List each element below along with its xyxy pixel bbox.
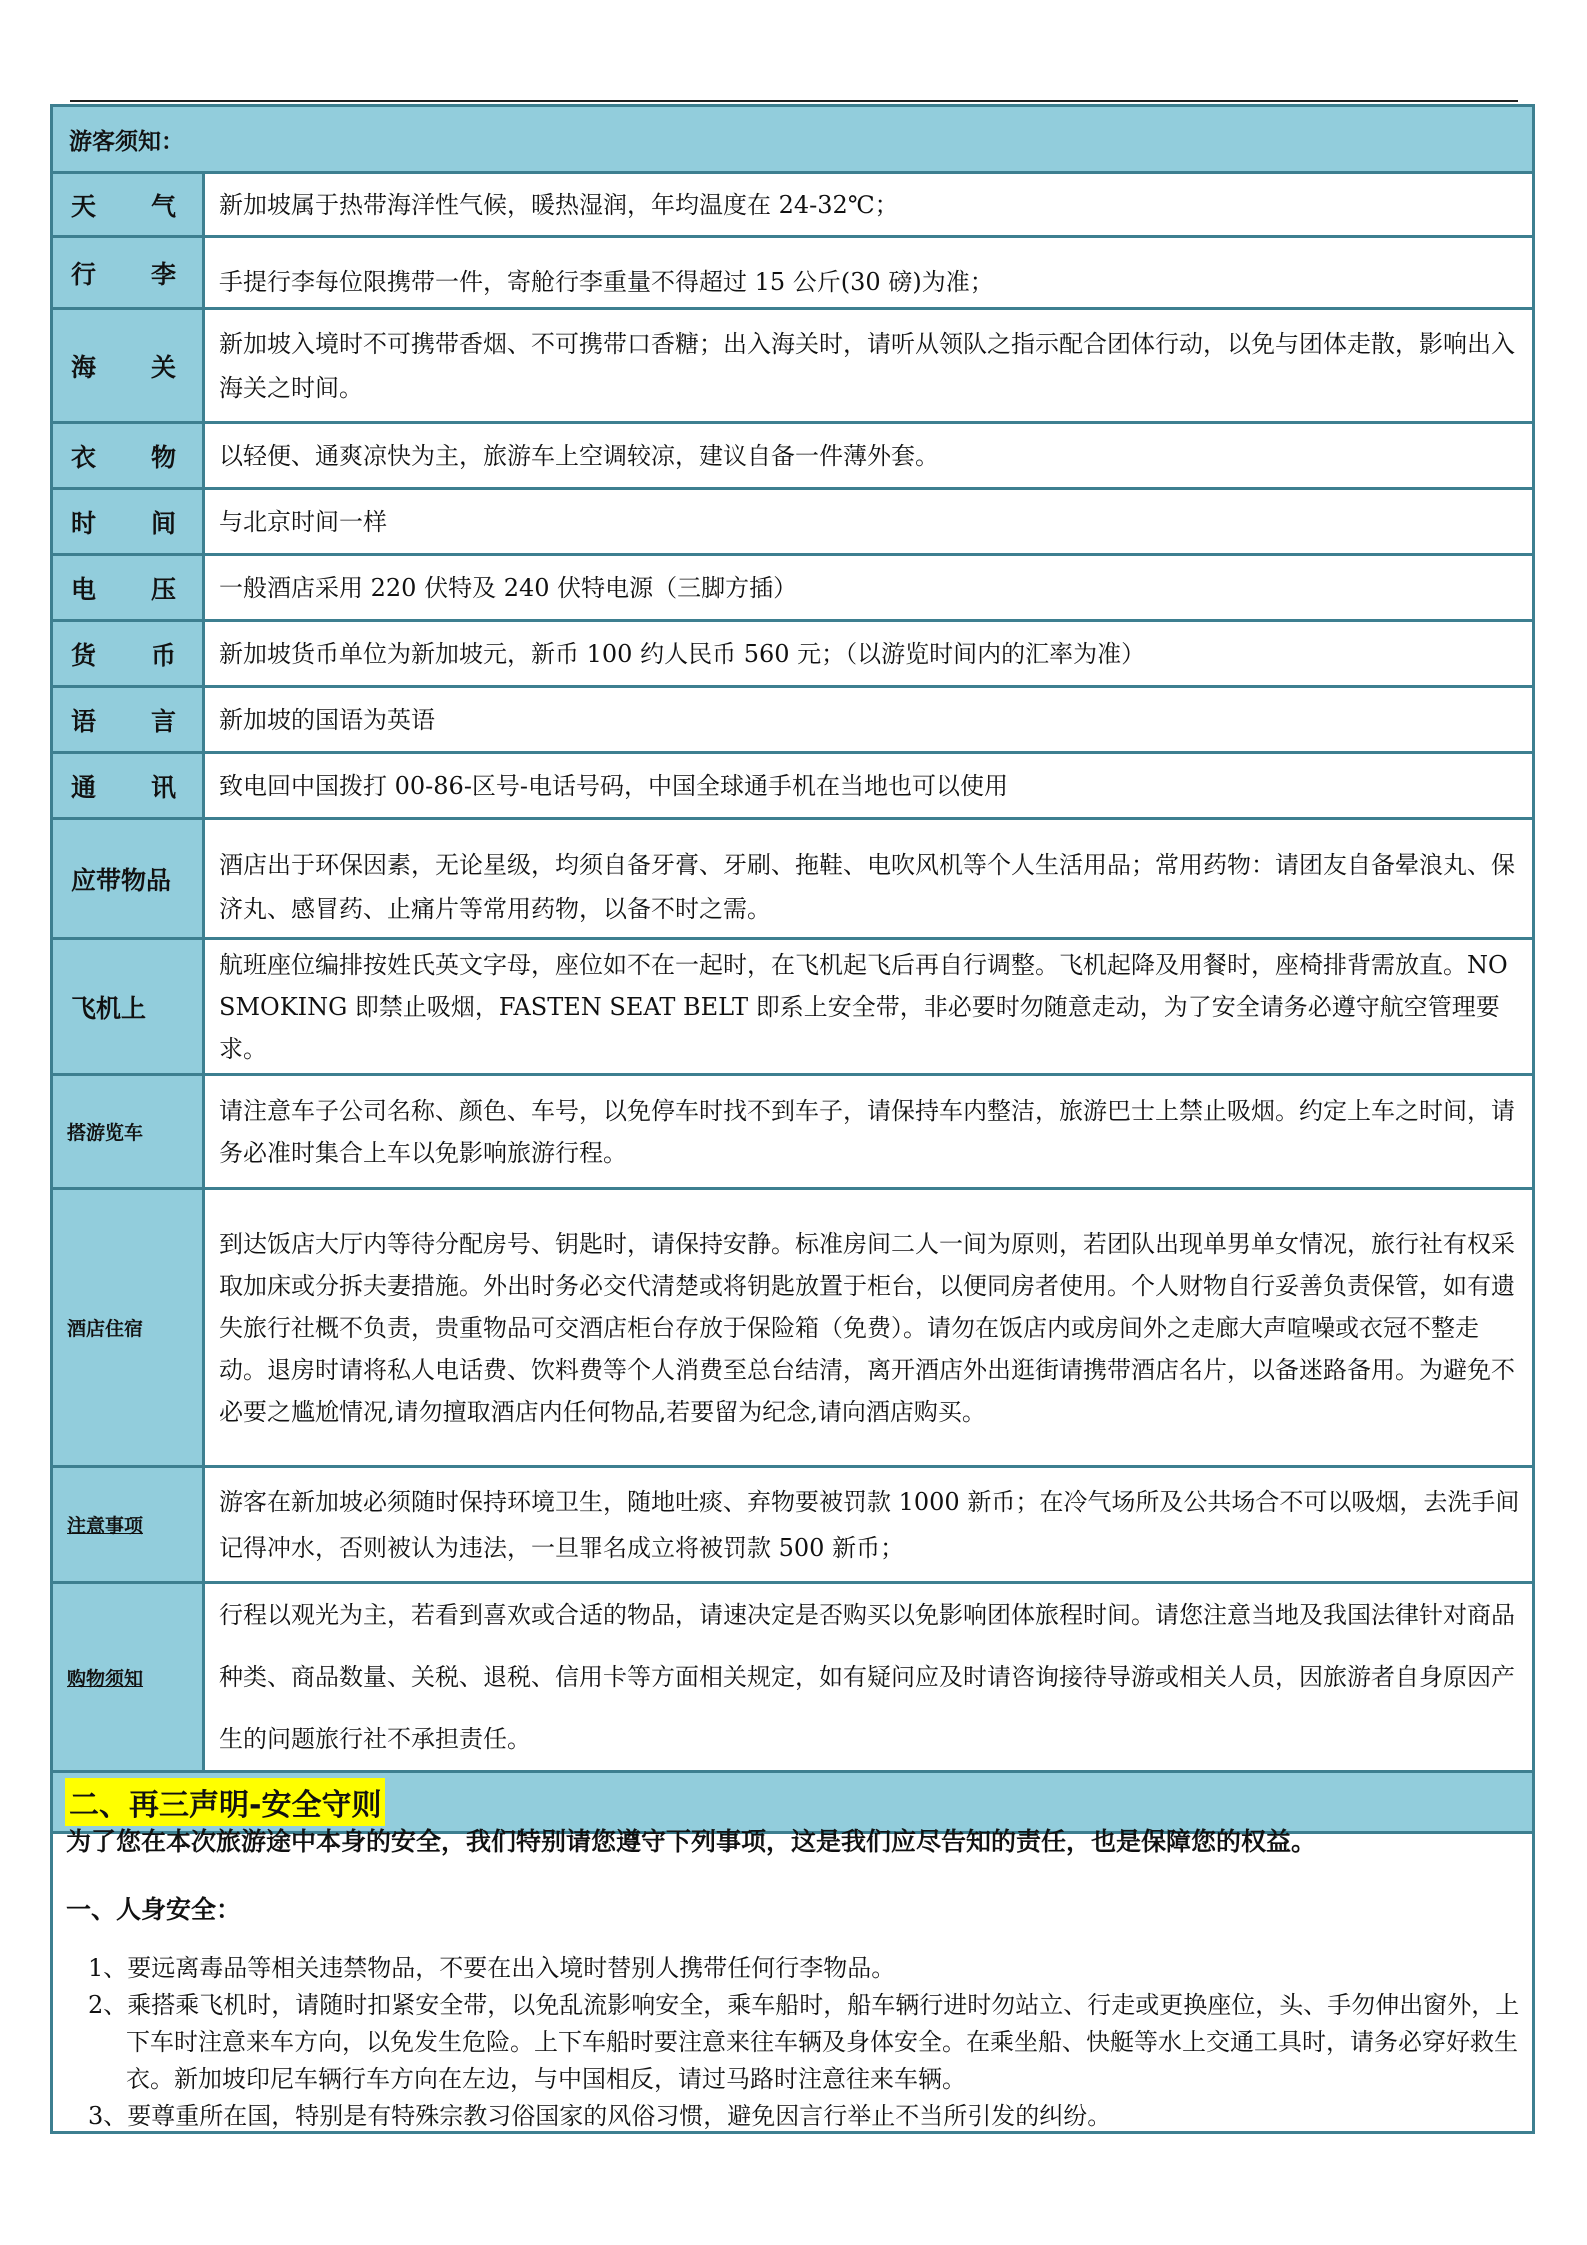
label-char: 时 [71, 508, 97, 538]
label-char: 压 [150, 574, 176, 604]
label-char: 语 [71, 706, 97, 736]
plane-text: 航班座位编排按姓氏英文字母，座位如不在一起时，在飞机起飞后再自行调整。飞机起降及用餐时，座椅排背需放直。NO SMOKING 即禁止吸烟，FASTEN SEAT BELT 即系上安全带，非必要时勿随意走动，为了安全请务必遵守航空管理要求。 [204, 939, 1534, 1075]
items-label: 应带物品 [71, 865, 172, 895]
notice-header: 游客须知： [52, 106, 1534, 173]
label-char: 言 [150, 706, 176, 736]
safety-intro: 为了您在本次旅游途中本身的安全，我们特别请您遵守下列事项，这是我们应尽告知的责任，也是保障您的权益。 [66, 1827, 1317, 1856]
rule-item: 3、要尊重所在国，特别是有特殊宗教习俗国家的风俗习惯，避免因言行举止不当所引发的纠纷。 [88, 2102, 1112, 2130]
label-char: 间 [150, 508, 176, 538]
language-text: 新加坡的国语为英语 [204, 687, 1534, 753]
safety-rules-list [88, 1950, 1528, 2135]
voltage-text: 一般酒店采用 220 伏特及 240 伏特电源（三脚方插） [204, 555, 1534, 621]
shopping-label: 购物须知 [67, 1667, 144, 1690]
luggage-text: 手提行李每位限携带一件，寄舱行李重量不得超过 15 公斤(30 磅)为准； [204, 237, 1534, 309]
label-char: 物 [150, 442, 176, 472]
label-char: 通 [71, 772, 97, 802]
hotel-text: 到达饭店大厅内等待分配房号、钥匙时，请保持安静。标准房间二人一间为原则，若团队出现单男单女情况，旅行社有权采取加床或分拆夫妻措施。外出时务必交代清楚或将钥匙放置于柜台，以便同房者使用。个人财物自行妥善负责保管，如有遗失旅行社概不负责，贵重物品可交酒店柜台存放于保险箱（免费）。请勿在饭店内或房间外之走廊大声喧噪或衣冠不整走动。退房时请将私人电话费、饮料费等个人消费至总台结清，离开酒店外出逛街请携带酒店名片，以备迷路备用。为避免不必要之尴尬情况,请勿擅取酒店内任何物品,若要留为纪念,请向酒店购买。 [204, 1189, 1534, 1467]
top-rule [70, 100, 1518, 102]
label-char: 天 [71, 191, 97, 221]
time-text: 与北京时间一样 [204, 489, 1534, 555]
shopping-text: 行程以观光为主，若看到喜欢或合适的物品，请速决定是否购买以免影响团体旅程时间。请您注意当地及我国法律针对商品种类、商品数量、关税、退税、信用卡等方面相关规定，如有疑问应及时请咨询接待导游或相关人员，因旅游者自身原因产生的问题旅行社不承担责任。 [204, 1583, 1534, 1772]
section2-title: 二、再三声明-安全守则 [65, 1778, 385, 1826]
label-char: 衣 [71, 442, 97, 472]
label-char: 气 [150, 191, 176, 221]
clothing-text: 以轻便、通爽凉快为主，旅游车上空调较凉，建议自备一件薄外套。 [204, 423, 1534, 489]
label-char: 电 [71, 574, 97, 604]
currency-text: 新加坡货币单位为新加坡元，新币 100 约人民币 560 元；（以游览时间内的汇率为准） [204, 621, 1534, 687]
label-char: 货 [71, 640, 97, 670]
bus-label: 搭游览车 [67, 1122, 144, 1144]
label-char: 币 [150, 640, 176, 670]
label-char: 李 [150, 259, 176, 289]
hotel-label: 酒店住宿 [67, 1318, 144, 1340]
label-char: 讯 [150, 772, 176, 802]
items-text: 酒店出于环保因素，无论星级，均须自备牙膏、牙刷、拖鞋、电吹风机等个人生活用品；常用药物：请团友自备晕浪丸、保济丸、感冒药、止痛片等常用药物，以备不时之需。 [204, 819, 1534, 939]
plane-label: 飞机上 [71, 993, 147, 1023]
label-char: 行 [71, 259, 97, 289]
weather-text: 新加坡属于热带海洋性气候，暖热湿润，年均温度在 24-32℃； [204, 173, 1534, 237]
communication-text: 致电回中国拨打 00-86-区号-电话号码，中国全球通手机在当地也可以使用 [204, 753, 1534, 819]
rule-item: 2、乘搭乘飞机时，请随时扣紧安全带，以免乱流影响安全，乘车船时，船车辆行进时勿站立、行走或更换座位，头、手勿伸出窗外，上下车时注意来车方向，以免发生危险。上下车船时要注意来往车辆及身体安全。在乘坐船、快艇等水上交通工具时，请务必穿好救生衣。新加坡印尼车辆行车方向在左边，与中国相反，请过马路时注意往来车辆。 [88, 1991, 1520, 2093]
customs-text: 新加坡入境时不可携带香烟、不可携带口香糖；出入海关时，请听从领队之指示配合团体行动，以免与团体走散，影响出入海关之时间。 [204, 309, 1534, 423]
precautions-label: 注意事项 [67, 1515, 144, 1537]
label-char: 关 [150, 352, 176, 382]
precautions-text: 游客在新加坡必须随时保持环境卫生，随地吐痰、弃物要被罚款 1000 新币；在冷气场所及公共场合不可以吸烟，去洗手间记得冲水，否则被认为违法，一旦罪名成立将被罚款 500 新币； [204, 1467, 1534, 1583]
personal-safety-title: 一、人身安全： [66, 1895, 242, 1924]
label-char: 海 [71, 352, 97, 382]
bus-text: 请注意车子公司名称、颜色、车号，以免停车时找不到车子，请保持车内整洁，旅游巴士上禁止吸烟。约定上车之时间，请务必准时集合上车以免影响旅游行程。 [204, 1075, 1534, 1189]
rule-item: 1、要远离毒品等相关违禁物品，不要在出入境时替别人携带任何行李物品。 [88, 1954, 896, 1982]
